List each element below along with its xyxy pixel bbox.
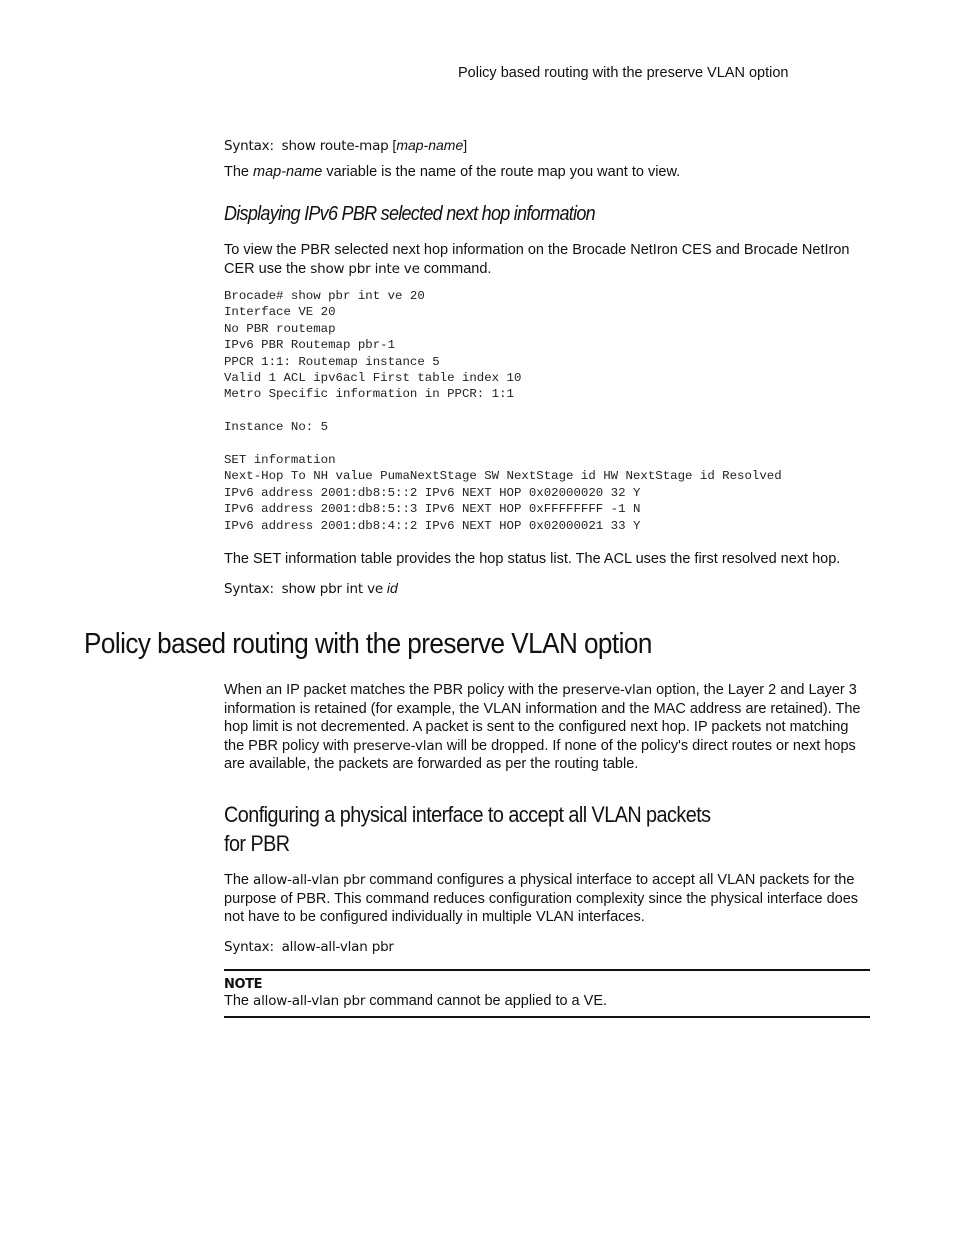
text-span: command cannot be applied to a VE. bbox=[365, 993, 608, 1009]
syntax-label: Syntax: bbox=[224, 138, 274, 154]
syntax-label: Syntax: bbox=[224, 581, 274, 597]
param-italic: map-name bbox=[253, 164, 323, 180]
text-span: The bbox=[224, 872, 254, 888]
text-span: command. bbox=[419, 260, 492, 277]
syntax-command: show pbr int ve bbox=[281, 581, 383, 597]
text-span: will be dropped. If none of the policy's direct routes or next hops are available, the packets are forwarded as per the routing table. bbox=[224, 737, 856, 773]
sub-heading-allow-all-vlan bbox=[224, 800, 805, 858]
syntax-command: show route-map bbox=[281, 138, 389, 154]
heading-line: for PBR bbox=[224, 831, 290, 856]
syntax-command: allow-all-vlan pbr bbox=[281, 939, 394, 955]
text-span: option, the Layer 2 and Layer 3 information is retained (for example, the VLAN information and the MAC address are retained). The hop limit is not decremented. A packet is sent to the configured next hop. IP packets not matching the PBR policy with bbox=[224, 682, 861, 754]
keyword-inline: preserve-vlan bbox=[562, 682, 653, 698]
keyword-inline: allow-all-vlan pbr bbox=[253, 993, 366, 1009]
map-name-description bbox=[224, 163, 870, 182]
cli-output-block: Brocade# show pbr int ve 20 Interface VE 20 No PBR routemap IPv6 PBR Routemap pbr-1 PPCR 1:1: Routemap instance 5 Valid 1 ACL ipv6acl First table index 10 Metro Specific information in PPCR: 1:1 Instance No: 5 SET information Next-Hop To NH value PumaNextStage SW NextStage id HW NextStage id Resolved IPv6 address 2001:db8:5::2 IPv6 NEXT HOP 0x02000020 32 Y IPv6 address 2001:db8:5::3 IPv6 NEXT HOP 0xFFFFFFFF -1 N IPv6 address 2001:db8:4::2 IPv6 NEXT HOP 0x02000021 33 Y bbox=[224, 289, 782, 533]
text-span: When an IP packet matches the PBR policy with the bbox=[224, 682, 563, 698]
keyword-inline: allow-all-vlan pbr bbox=[253, 872, 366, 888]
text-span: The bbox=[224, 993, 254, 1009]
text-span: To view the PBR selected next hop information on the Brocade NetIron CES and Brocade NetIron CER use the bbox=[224, 242, 850, 277]
syntax-show-pbr-int-ve bbox=[224, 579, 870, 598]
heading-line: Configuring a physical interface to accept all VLAN packets bbox=[224, 802, 711, 827]
syntax-show-route-map bbox=[224, 136, 870, 155]
main-heading: Policy based routing with the preserve VLAN option bbox=[84, 628, 652, 660]
syntax-bracket-close: ] bbox=[463, 137, 468, 153]
preserve-vlan-paragraph bbox=[224, 681, 870, 774]
command-inline: show pbr inte ve bbox=[310, 260, 420, 277]
syntax-param: map-name bbox=[396, 137, 464, 153]
allow-all-vlan-paragraph bbox=[224, 871, 870, 927]
note-text bbox=[224, 993, 607, 1009]
note-box bbox=[224, 969, 870, 1018]
text-span: variable is the name of the route map you want to view. bbox=[322, 164, 681, 180]
keyword-inline: preserve-vlan bbox=[352, 737, 443, 754]
syntax-allow-all-vlan bbox=[224, 937, 870, 956]
syntax-bracket-open: [ bbox=[392, 137, 397, 153]
syntax-label: Syntax: bbox=[224, 939, 274, 955]
set-info-paragraph: The SET information table provides the hop status list. The ACL uses the first resolved next hop. bbox=[224, 551, 841, 567]
section-heading-ipv6-pbr: Displaying IPv6 PBR selected next hop information bbox=[224, 203, 595, 225]
syntax-param: id bbox=[386, 580, 398, 596]
text-span: command configures a physical interface to accept all VLAN packets for the purpose of PBR. This command reduces configuration complexity since the physical interface does not have to be configured individually in multiple VLAN interfaces. bbox=[224, 872, 859, 926]
ipv6-intro-paragraph bbox=[224, 241, 870, 278]
note-label: NOTE bbox=[224, 977, 263, 992]
text-span: The bbox=[224, 164, 254, 180]
running-header: Policy based routing with the preserve VLAN option bbox=[458, 65, 789, 81]
